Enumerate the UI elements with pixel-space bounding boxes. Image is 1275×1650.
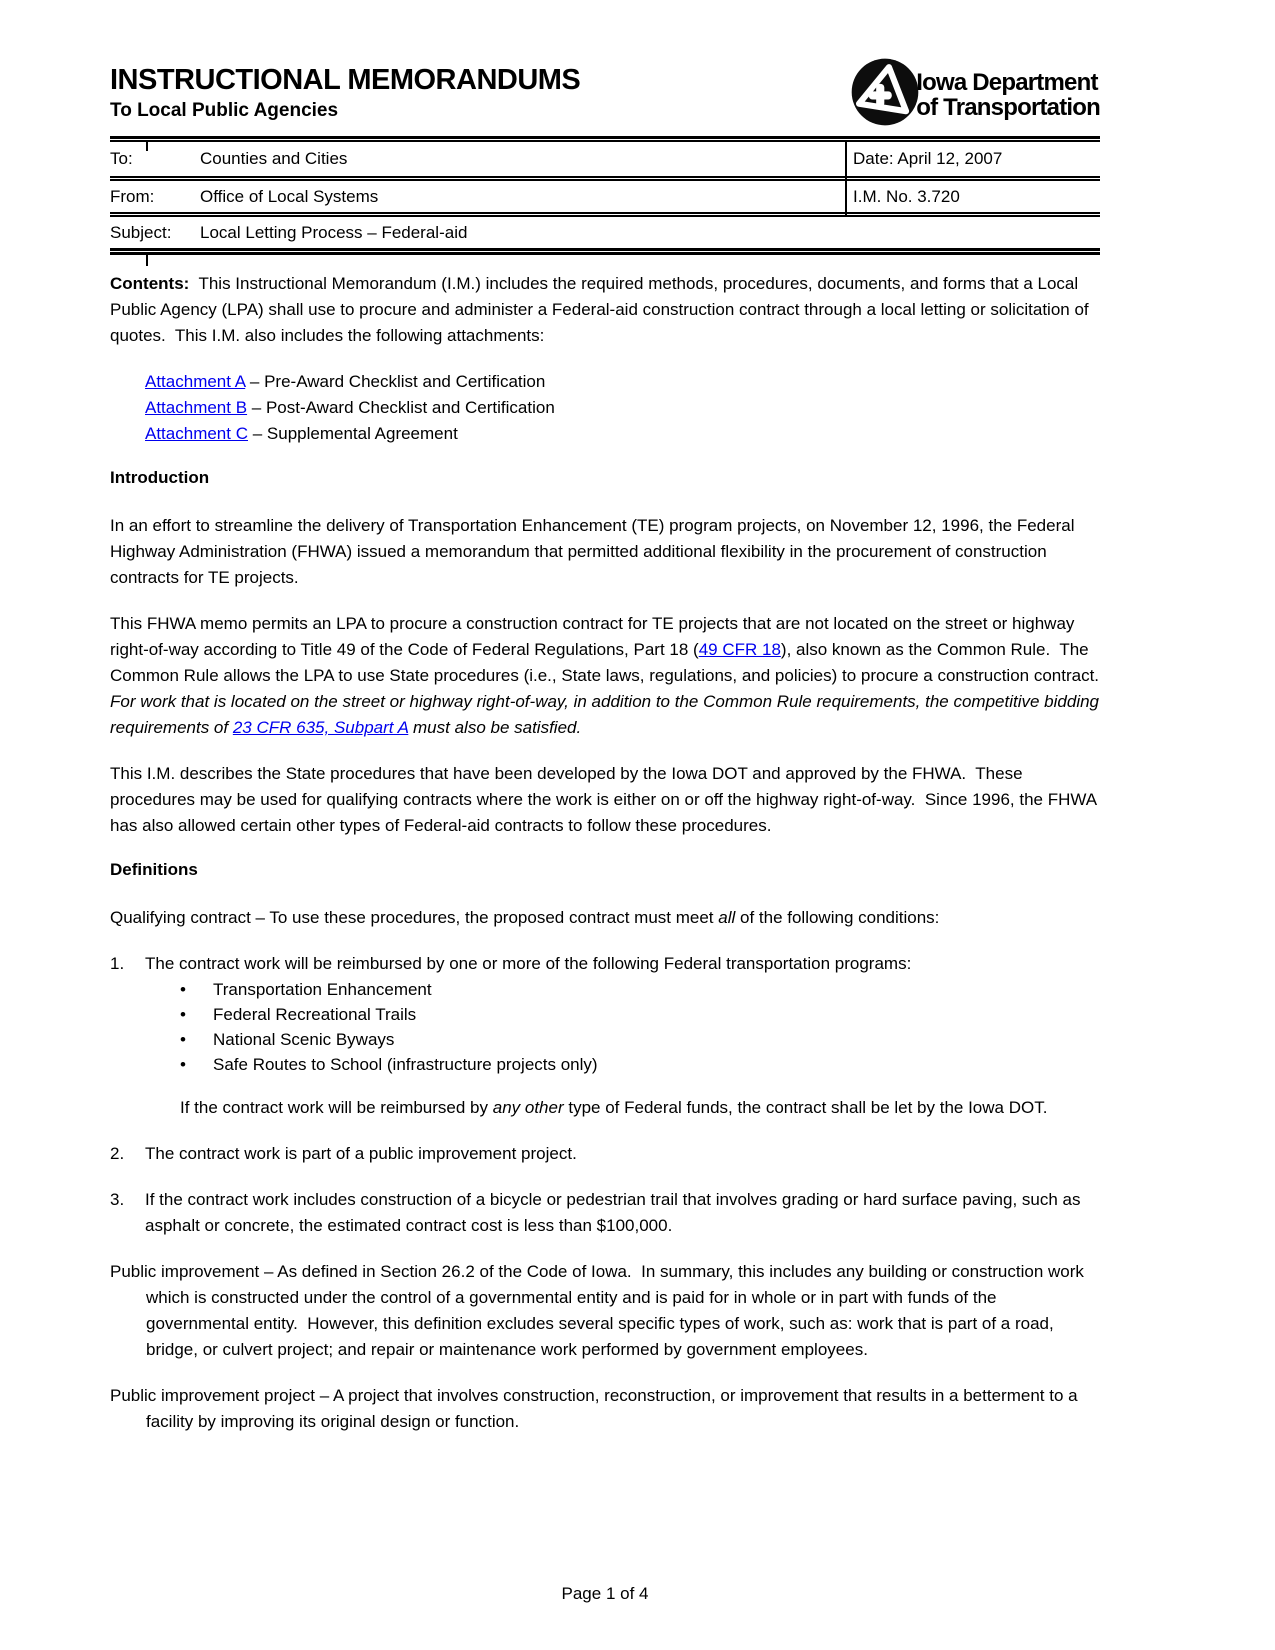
contents-label: Contents: [110, 274, 190, 293]
from-value: Office of Local Systems [200, 186, 379, 206]
header-title-block [110, 64, 580, 123]
condition-1-note [180, 1095, 1100, 1121]
attachment-line-a [145, 369, 1100, 395]
qualifying-text-2: of the following conditions: [735, 908, 940, 927]
public-improvement-project-paragraph: Public improvement project – A project that involves construction, reconstruction, or improvement that results in a betterment to a facility by improving its original design or function. [110, 1386, 1083, 1431]
qualifying-contract-paragraph [110, 905, 1100, 931]
table-row-subject [110, 217, 1100, 248]
bullet-text-4: Safe Routes to School (infrastructure projects only) [213, 1055, 598, 1074]
condition-1-number: 1. [110, 954, 125, 973]
table-row-to [110, 142, 1100, 176]
introduction-heading: Introduction [110, 468, 210, 487]
attachment-a-link[interactable]: Attachment A [145, 372, 246, 391]
bullet-text-3: National Scenic Byways [213, 1030, 395, 1049]
intro-paragraph-3: This I.M. describes the State procedures that have been developed by the Iowa DOT and approved by the FHWA. These procedures may be used for qualifying contracts where the work is either on or off the highway right-of-way. Since 1996, the FHWA has also allowed certain other types of Federal-aid contracts to follow these procedures. [110, 764, 1101, 835]
im-number: I.M. No. 3.720 [853, 186, 960, 206]
attachment-a-desc: – Pre-Award Checklist and Certification [245, 372, 546, 391]
cfr-49-part-18-link[interactable]: 49 CFR 18 [698, 640, 781, 659]
bullet-icon: • [180, 1055, 186, 1074]
condition-item-1 [110, 951, 1100, 977]
agency-name [916, 70, 1100, 120]
condition-3-number: 3. [110, 1190, 125, 1209]
attachment-b-link[interactable]: Attachment B [145, 398, 248, 417]
qualifying-italic: all [718, 908, 736, 927]
from-label: From: [110, 186, 155, 206]
bullet-icon: • [180, 980, 186, 999]
intro-paragraph-2 [110, 611, 1109, 741]
condition-2-number: 2. [110, 1144, 125, 1163]
attachment-c-desc: – Supplemental Agreement [248, 424, 458, 443]
table-row-from [110, 181, 1100, 212]
cfr-23-635-subpart-a-link[interactable]: 23 CFR 635, Subpart A [232, 718, 409, 737]
subject-value: Local Letting Process – Federal-aid [200, 222, 468, 242]
agency-logo-block [851, 58, 1100, 131]
intro-p2-text-3: must also be satisfied. [408, 718, 582, 737]
attachment-b-desc: – Post-Award Checklist and Certification [247, 398, 555, 417]
page-number: Page 1 of 4 [561, 1584, 649, 1603]
attachment-c-link[interactable]: Attachment C [145, 424, 248, 443]
intro-p2-text-1: This FHWA memo permits an LPA to procure a construction contract for TE projects that are not located on the street or highway right-of-way according to Title 49 of the Code of Federal Regulations, Part 18 ( [110, 614, 1080, 659]
note-italic: any other [492, 1098, 564, 1117]
qualifying-text-1: Qualifying contract – To use these procedures, the proposed contract must meet [110, 908, 719, 927]
iowa-dot-logo-icon [851, 58, 919, 131]
condition-item-3 [110, 1187, 1100, 1239]
contents-text: This Instructional Memorandum (I.M.) includes the required methods, procedures, documents, and forms that a Local Public Agency (LPA) shall use to procure and administer a Federal-aid construction contract through a local letting or solicitation of quotes. This I.M. also includes the following attachments: [110, 274, 1094, 345]
memo-meta-table [110, 136, 1100, 255]
list-item [180, 977, 1100, 1002]
attachments-list [145, 369, 1100, 447]
contents-paragraph [110, 271, 1100, 349]
bullet-text-1: Transportation Enhancement [213, 980, 432, 999]
definitions-heading: Definitions [110, 860, 198, 879]
table-rule-bottom [110, 248, 1100, 255]
program-bullet-list [180, 977, 1100, 1077]
intro-paragraph-1: In an effort to streamline the delivery of Transportation Enhancement (TE) program projects, on November 12, 1996, the Federal Highway Administration (FHWA) issued a memorandum that permitted additional flexibility in the procurement of construction contracts for TE projects. [110, 516, 1080, 587]
table-column-divider [845, 142, 847, 217]
table-tick-bottom [146, 255, 148, 266]
table-tick-top [146, 142, 148, 151]
intro-p2-italic: For work that is located on the street or highway right-of-way, in addition to the Common Rule requirements, the competitive bidding requirements of [110, 692, 1104, 737]
memo-header [110, 64, 1100, 131]
public-improvement-paragraph: Public improvement – As defined in Section 26.2 of the Code of Iowa. In summary, this includes any building or construction work which is constructed under the control of a governmental entity and is paid for in whole or in part with funds of the governmental entity. However, this definition excludes several specific types of work, such as: work that is part of a road, bridge, or culvert project; and repair or maintenance work performed by government employees. [110, 1262, 1089, 1359]
intro-p2-text-2: ), also known as the Common Rule. The Common Rule allows the LPA to use State procedures (i.e., State laws, regulations, and policies) to procure a construction contract. [110, 640, 1109, 685]
to-value: Counties and Cities [200, 149, 348, 168]
attachment-line-c [145, 421, 1100, 447]
list-item [180, 1002, 1100, 1027]
condition-item-2 [110, 1141, 1100, 1167]
page-title: INSTRUCTIONAL MEMORANDUMS [110, 64, 581, 96]
page-subtitle: To Local Public Agencies [110, 100, 339, 121]
to-label: To: [110, 149, 133, 168]
date-value: Date: April 12, 2007 [853, 149, 1003, 168]
bullet-text-2: Federal Recreational Trails [213, 1005, 417, 1024]
list-item [180, 1027, 1100, 1052]
list-item [180, 1052, 1100, 1077]
note-text-1: If the contract work will be reimbursed by [180, 1098, 493, 1117]
agency-name-line1: Iowa Department [916, 68, 1098, 96]
attachment-line-b [145, 395, 1100, 421]
condition-3-text: If the contract work includes construction of a bicycle or pedestrian trail that involves grading or hard surface paving, such as asphalt or concrete, the estimated contract cost is less than $100,000. [145, 1190, 1086, 1235]
subject-label: Subject: [110, 222, 172, 242]
condition-1-text: The contract work will be reimbursed by one or more of the following Federal transportation programs: [145, 954, 912, 973]
agency-name-line2: of Transportation [916, 93, 1100, 121]
bullet-icon: • [180, 1030, 186, 1049]
note-text-2: type of Federal funds, the contract shall be let by the Iowa DOT. [563, 1098, 1048, 1117]
bullet-icon: • [180, 1005, 186, 1024]
condition-2-text: The contract work is part of a public improvement project. [145, 1144, 577, 1163]
